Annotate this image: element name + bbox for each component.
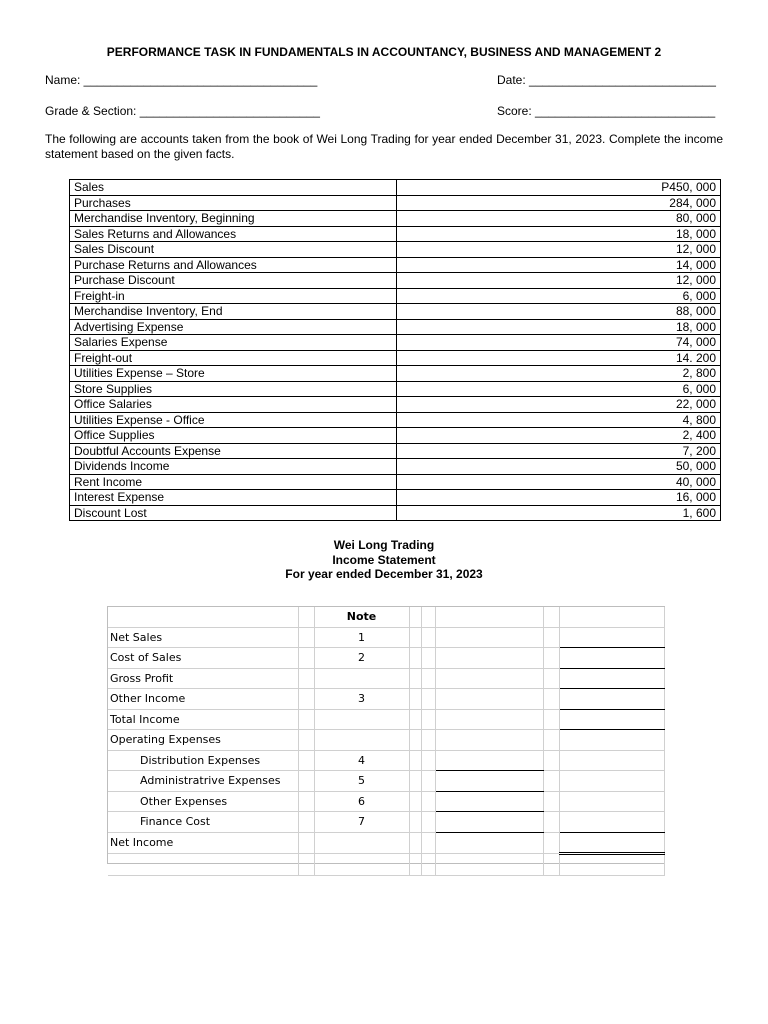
total-entry-cell[interactable]: [559, 668, 664, 689]
statement-note-number: 1: [314, 627, 409, 648]
statement-note-number: [314, 730, 409, 751]
amount-entry-cell[interactable]: [435, 730, 543, 751]
account-amount: 2, 800: [397, 366, 721, 382]
statement-name: Income Statement: [332, 552, 436, 567]
account-name: Utilities Expense – Store: [70, 366, 397, 382]
table-row: [70, 490, 721, 506]
grade-section-field-line: Grade & Section: ___________________________: [45, 104, 320, 118]
table-row: [70, 474, 721, 490]
account-name: Store Supplies: [70, 381, 397, 397]
table-row: [70, 381, 721, 397]
account-amount: 22, 000: [397, 397, 721, 413]
account-amount: 88, 000: [397, 304, 721, 320]
amount-entry-cell[interactable]: [435, 648, 543, 669]
account-name: Sales Returns and Allowances: [70, 226, 397, 242]
statement-note-number: [314, 668, 409, 689]
account-name: Freight-out: [70, 350, 397, 366]
account-name: Dividends Income: [70, 459, 397, 475]
table-row: [70, 412, 721, 428]
table-row: [70, 304, 721, 320]
account-amount: 1, 600: [397, 505, 721, 521]
account-name: Purchase Returns and Allowances: [70, 257, 397, 273]
statement-line-label: Other Income: [108, 689, 298, 710]
table-row: [70, 226, 721, 242]
note-column-header: Note: [314, 607, 409, 627]
statement-line-label: Other Expenses: [108, 791, 298, 812]
account-amount: 14, 000: [397, 257, 721, 273]
amount-entry-cell[interactable]: [435, 627, 543, 648]
total-entry-cell[interactable]: [559, 730, 664, 751]
instructions-text: The following are accounts taken from the book of Wei Long Trading for year ended December 31, 2023. Complete the income statement based on the given facts.: [45, 132, 723, 161]
account-name: Sales: [70, 180, 397, 196]
total-entry-cell[interactable]: [559, 791, 664, 812]
table-row: [70, 459, 721, 475]
account-name: Interest Expense: [70, 490, 397, 506]
table-row: [70, 335, 721, 351]
amount-entry-cell[interactable]: [435, 668, 543, 689]
account-name: Freight-in: [70, 288, 397, 304]
table-row: [70, 505, 721, 521]
account-amount: 6, 000: [397, 381, 721, 397]
account-name: Purchases: [70, 195, 397, 211]
account-amount: 40, 000: [397, 474, 721, 490]
account-amount: 80, 000: [397, 211, 721, 227]
table-row: [70, 443, 721, 459]
account-name: Discount Lost: [70, 505, 397, 521]
blank-row: [108, 854, 664, 876]
statement-note-number: 5: [314, 771, 409, 792]
statement-row: [108, 832, 664, 854]
amount-entry-cell[interactable]: [435, 812, 543, 833]
statement-line-label: Finance Cost: [108, 812, 298, 833]
page-title: PERFORMANCE TASK IN FUNDAMENTALS IN ACCOUNTANCY, BUSINESS AND MANAGEMENT 2: [106, 45, 662, 59]
total-entry-cell[interactable]: [559, 832, 664, 854]
statement-note-number: 6: [314, 791, 409, 812]
account-amount: 12, 000: [397, 242, 721, 258]
statement-line-label: Total Income: [108, 709, 298, 730]
statement-row: [108, 648, 664, 669]
statement-row: [108, 812, 664, 833]
statement-note-number: 3: [314, 689, 409, 710]
score-field-line: Score: ___________________________: [497, 104, 716, 118]
account-name: Utilities Expense - Office: [70, 412, 397, 428]
statement-note-number: [314, 832, 409, 854]
statement-line-label: Net Sales: [108, 627, 298, 648]
account-name: Doubtful Accounts Expense: [70, 443, 397, 459]
account-amount: 18, 000: [397, 319, 721, 335]
total-entry-cell[interactable]: [559, 812, 664, 833]
account-amount: 16, 000: [397, 490, 721, 506]
date-field-line: Date: ____________________________: [497, 73, 716, 87]
amount-entry-cell[interactable]: [435, 832, 543, 854]
total-entry-cell[interactable]: [559, 750, 664, 771]
income-statement-table-frame: [107, 606, 665, 864]
table-row: [70, 428, 721, 444]
statement-line-label: Administratrive Expenses: [108, 771, 298, 792]
account-amount: 4, 800: [397, 412, 721, 428]
accounts-table: [69, 179, 721, 521]
table-row: [70, 273, 721, 289]
account-name: Salaries Expense: [70, 335, 397, 351]
account-name: Advertising Expense: [70, 319, 397, 335]
account-name: Merchandise Inventory, End: [70, 304, 397, 320]
amount-entry-cell[interactable]: [435, 791, 543, 812]
statement-note-number: 2: [314, 648, 409, 669]
account-amount: 14. 200: [397, 350, 721, 366]
statement-row: [108, 791, 664, 812]
table-row: [70, 180, 721, 196]
statement-note-number: [314, 709, 409, 730]
account-amount: 7, 200: [397, 443, 721, 459]
table-row: [70, 288, 721, 304]
table-row: [70, 195, 721, 211]
statement-line-label: Gross Profit: [108, 668, 298, 689]
amount-entry-cell[interactable]: [435, 709, 543, 730]
statement-row: [108, 730, 664, 751]
table-row: [70, 319, 721, 335]
account-name: Merchandise Inventory, Beginning: [70, 211, 397, 227]
account-name: Office Salaries: [70, 397, 397, 413]
statement-row: [108, 689, 664, 710]
amount-entry-cell[interactable]: [435, 771, 543, 792]
table-row: [70, 242, 721, 258]
statement-row: [108, 627, 664, 648]
account-name: Office Supplies: [70, 428, 397, 444]
statement-line-label: Operating Expenses: [108, 730, 298, 751]
statement-line-label: Net Income: [108, 832, 298, 854]
account-amount: 12, 000: [397, 273, 721, 289]
statement-line-label: Cost of Sales: [108, 648, 298, 669]
total-entry-cell[interactable]: [559, 627, 664, 648]
account-amount: 284, 000: [397, 195, 721, 211]
account-amount: 18, 000: [397, 226, 721, 242]
statement-period: For year ended December 31, 2023: [285, 567, 483, 581]
total-entry-cell[interactable]: [559, 709, 664, 730]
statement-row: [108, 750, 664, 771]
note-header-row: [108, 607, 664, 627]
statement-line-label: Distribution Expenses: [108, 750, 298, 771]
statement-row: [108, 771, 664, 792]
name-field-line: Name: ___________________________________: [45, 73, 318, 87]
statement-note-number: 4: [314, 750, 409, 771]
statement-row: [108, 668, 664, 689]
account-name: Purchase Discount: [70, 273, 397, 289]
statement-note-number: 7: [314, 812, 409, 833]
amount-entry-cell[interactable]: [435, 750, 543, 771]
table-row: [70, 211, 721, 227]
company-name: Wei Long Trading: [333, 538, 435, 552]
amount-entry-cell[interactable]: [435, 689, 543, 710]
account-amount: 6, 000: [397, 288, 721, 304]
account-amount: 2, 400: [397, 428, 721, 444]
income-statement-table: [108, 607, 665, 876]
total-entry-cell[interactable]: [559, 771, 664, 792]
statement-row: [108, 709, 664, 730]
account-amount: P450, 000: [397, 180, 721, 196]
table-row: [70, 397, 721, 413]
table-row: [70, 366, 721, 382]
table-row: [70, 350, 721, 366]
account-name: Rent Income: [70, 474, 397, 490]
account-amount: 74, 000: [397, 335, 721, 351]
account-amount: 50, 000: [397, 459, 721, 475]
statement-heading: [0, 538, 768, 582]
total-entry-cell[interactable]: [559, 648, 664, 669]
table-row: [70, 257, 721, 273]
total-entry-cell[interactable]: [559, 689, 664, 710]
account-name: Sales Discount: [70, 242, 397, 258]
